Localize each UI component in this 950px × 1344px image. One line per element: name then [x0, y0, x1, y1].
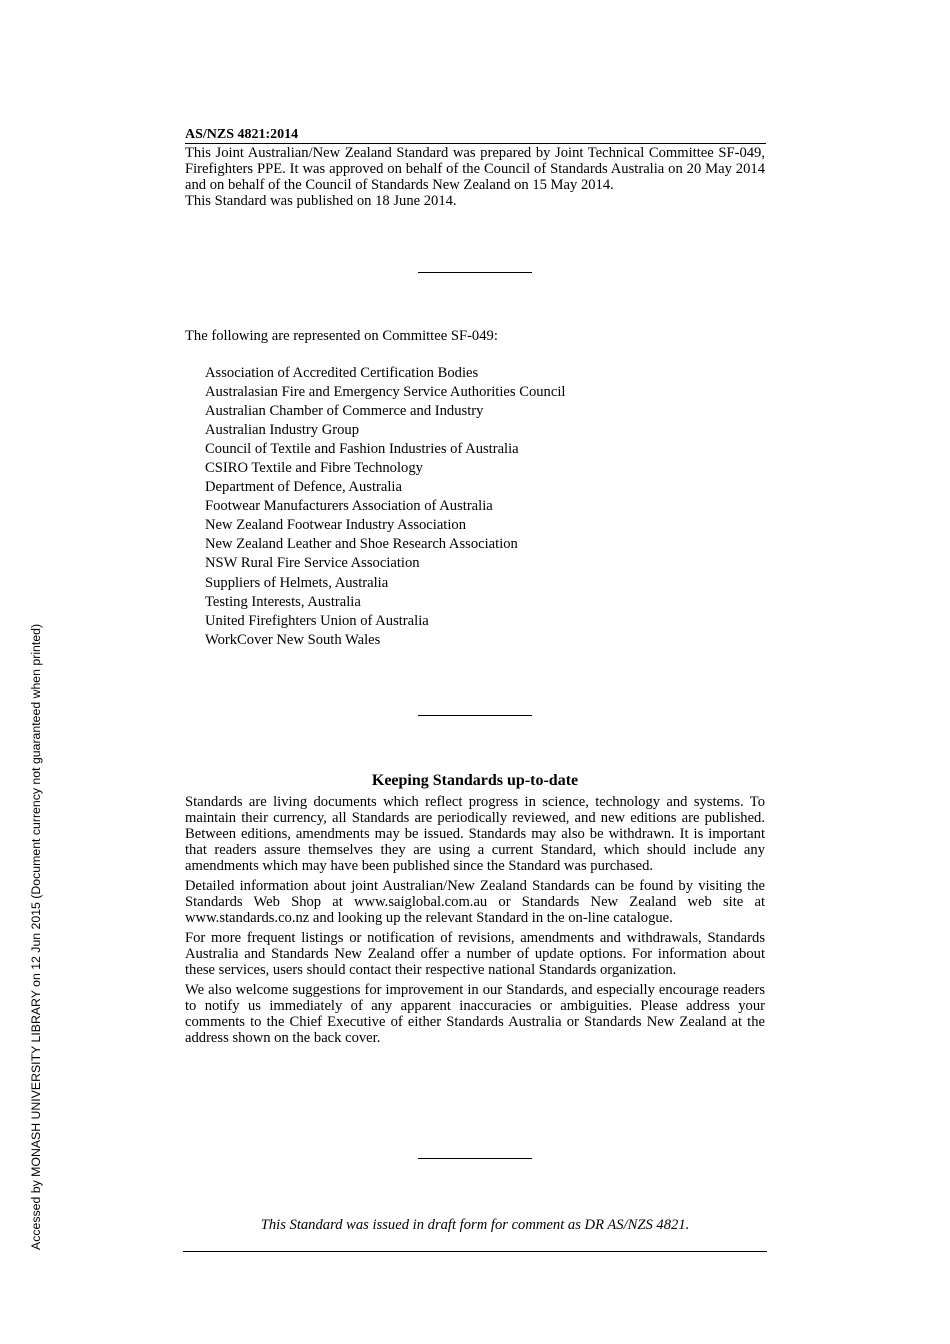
body-paragraph: Detailed information about joint Australian/New Zealand Standards can be found by visiting the Standards Web Shop at www.saiglobal.com.au or Standards New Zealand web site at www.standards.co.nz and looking up the relevant Standard in the on-line catalogue.	[185, 878, 765, 926]
keeping-standards-body	[185, 794, 765, 1046]
list-item: Australian Chamber of Commerce and Industry	[205, 403, 484, 420]
standard-id: AS/NZS 4821:2014	[185, 126, 766, 144]
committee-intro: The following are represented on Committee SF-049:	[185, 328, 498, 344]
list-item: New Zealand Footwear Industry Association	[205, 517, 467, 534]
body-paragraph: For more frequent listings or notification of revisions, amendments and withdrawals, Standards Australia and Standards New Zealand offer a number of update options. For information about these services, users should contact their respective national Standards organization.	[185, 930, 765, 978]
list-item: WorkCover New South Wales	[205, 631, 381, 648]
preparation-paragraph: This Joint Australian/New Zealand Standard was prepared by Joint Technical Committee SF-049, Firefighters PPE. It was approved on behalf of the Council of Standards Australia on 20 May 2014 and on behalf of the Council of Standards New Zealand on 15 May 2014.	[185, 145, 765, 193]
access-watermark: Accessed by MONASH UNIVERSITY LIBRARY on 12 Jun 2015 (Document currency not guaranteed when printed)	[29, 623, 43, 1250]
committee-member-list	[205, 364, 565, 650]
list-item: NSW Rural Fire Service Association	[205, 555, 420, 572]
list-item: Australian Industry Group	[205, 422, 360, 439]
list-item: CSIRO Textile and Fibre Technology	[205, 460, 423, 477]
body-paragraph: We also welcome suggestions for improvement in our Standards, and especially encourage readers to notify us immediately of any apparent inaccuracies or ambiguities. Please address your comments to the Chief Executive of either Standards Australia or Standards New Zealand at the address shown on the back cover.	[185, 982, 765, 1046]
list-item: Department of Defence, Australia	[205, 479, 402, 496]
footer-rule	[183, 1251, 767, 1252]
list-item: Association of Accredited Certification Bodies	[205, 365, 479, 381]
list-item: New Zealand Leather and Shoe Research Association	[205, 536, 518, 553]
body-paragraph: Standards are living documents which reflect progress in science, technology and systems. To maintain their currency, all Standards are periodically reviewed, and new editions are published. Between editions, amendments may be issued. Standards may also be withdrawn. It is important that readers assure themselves they are using a current Standard, which should include any amendments which may have been published since the Standard was purchased.	[185, 794, 765, 874]
list-item: United Firefighters Union of Australia	[205, 612, 429, 629]
draft-note: This Standard was issued in draft form for comment as DR AS/NZS 4821.	[260, 1217, 690, 1233]
list-item: Footwear Manufacturers Association of Australia	[205, 498, 493, 515]
preparation-block	[185, 145, 765, 209]
keeping-standards-heading: Keeping Standards up-to-date	[371, 772, 579, 789]
list-item: Testing Interests, Australia	[205, 593, 361, 610]
list-item: Australasian Fire and Emergency Service Authorities Council	[205, 384, 566, 401]
section-divider	[418, 272, 532, 273]
list-item: Suppliers of Helmets, Australia	[205, 574, 389, 591]
section-divider	[418, 1158, 532, 1159]
list-item: Council of Textile and Fashion Industries of Australia	[205, 441, 519, 458]
publication-date-paragraph: This Standard was published on 18 June 2014.	[185, 193, 457, 209]
section-divider	[418, 715, 532, 716]
